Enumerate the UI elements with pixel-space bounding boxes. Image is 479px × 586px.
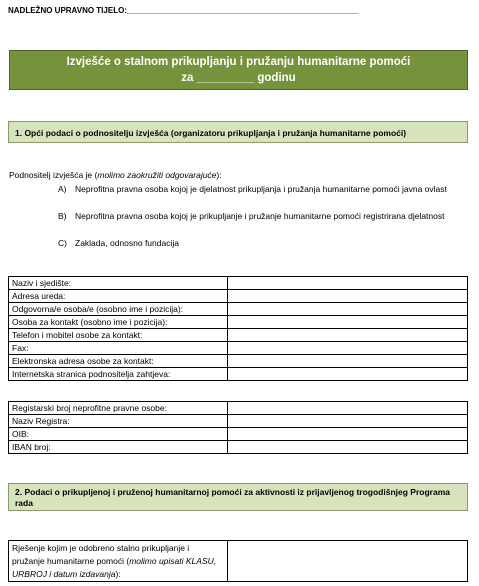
field-label: Odgovorna/e osoba/e (osobno ime i pozicija): xyxy=(9,303,228,316)
field-label: Osoba za kontakt (osobno ime i pozicija): xyxy=(9,316,228,329)
table-row xyxy=(9,402,468,415)
field-value[interactable] xyxy=(228,316,468,329)
section-1-header: 1. Opći podaci o podnositelju izvješća (organizatoru prikupljanja i pružanja humanitarne pomoći) xyxy=(8,121,468,143)
table-row xyxy=(9,290,468,303)
table-row xyxy=(9,303,468,316)
field-label: Adresa ureda: xyxy=(9,290,228,303)
option-b[interactable]: B) Neprofitna pravna osoba kojoj je prikupljanje i pružanje humanitarne pomoći registrirana djelatnost xyxy=(58,211,445,221)
decision-table xyxy=(8,540,468,582)
report-title: Izvješće o stalnom prikupljanju i pružanju humanitarne pomoći xyxy=(66,56,411,68)
field-value[interactable] xyxy=(228,290,468,303)
field-label: Registarski broj neprofitne pravne osobe: xyxy=(9,402,228,415)
table-row xyxy=(9,329,468,342)
submitter-type-prompt: Podnositelj izvješća je (molimo zaokružiti odgovarajuće): xyxy=(9,170,222,180)
option-a[interactable]: A) Neprofitna pravna osoba kojoj je djelatnost prikupljanja i pružanja humanitarne pomoći javna ovlast xyxy=(58,184,447,194)
decision-value[interactable] xyxy=(228,541,468,582)
submitter-info-table xyxy=(8,276,468,381)
option-c[interactable]: C) Zaklada, odnosno fundacija xyxy=(58,238,179,248)
decision-label: Rješenje kojim je odobreno stalno prikupljanje i pružanje humanitarne pomoći (molimo upisati KLASU, URBROJ i datum izdavanja): xyxy=(9,541,228,582)
authority-label: NADLEŽNO UPRAVNO TIJELO:____________________________________________________ xyxy=(8,6,359,15)
table-row xyxy=(9,415,468,428)
table-row xyxy=(9,541,468,582)
field-value[interactable] xyxy=(228,368,468,381)
field-label: Telefon i mobitel osobe za kontakt: xyxy=(9,329,228,342)
field-value[interactable] xyxy=(228,441,468,454)
field-label: IBAN broj: xyxy=(9,441,228,454)
field-label: OIB: xyxy=(9,428,228,441)
field-value[interactable] xyxy=(228,402,468,415)
table-row xyxy=(9,342,468,355)
field-value[interactable] xyxy=(228,303,468,316)
field-value[interactable] xyxy=(228,277,468,290)
field-label: Fax: xyxy=(9,342,228,355)
report-year-line: za _________ godinu xyxy=(181,72,296,84)
table-row xyxy=(9,316,468,329)
table-row xyxy=(9,355,468,368)
section-2-header: 2. Podaci o prikupljenoj i pruženoj humanitarnoj pomoći za aktivnosti iz prijavljenog trogodišnjeg Programa rada xyxy=(8,483,468,511)
table-row xyxy=(9,277,468,290)
field-value[interactable] xyxy=(228,428,468,441)
table-row xyxy=(9,368,468,381)
field-value[interactable] xyxy=(228,342,468,355)
registration-info-table xyxy=(8,401,468,454)
table-row xyxy=(9,428,468,441)
field-label: Naziv Registra: xyxy=(9,415,228,428)
table-row xyxy=(9,441,468,454)
field-value[interactable] xyxy=(228,415,468,428)
field-value[interactable] xyxy=(228,355,468,368)
report-title-banner xyxy=(9,50,468,90)
field-label: Elektronska adresa osobe za kontakt: xyxy=(9,355,228,368)
field-label: Internetska stranica podnositelja zahtjeva: xyxy=(9,368,228,381)
field-label: Naziv i sjedište: xyxy=(9,277,228,290)
field-value[interactable] xyxy=(228,329,468,342)
